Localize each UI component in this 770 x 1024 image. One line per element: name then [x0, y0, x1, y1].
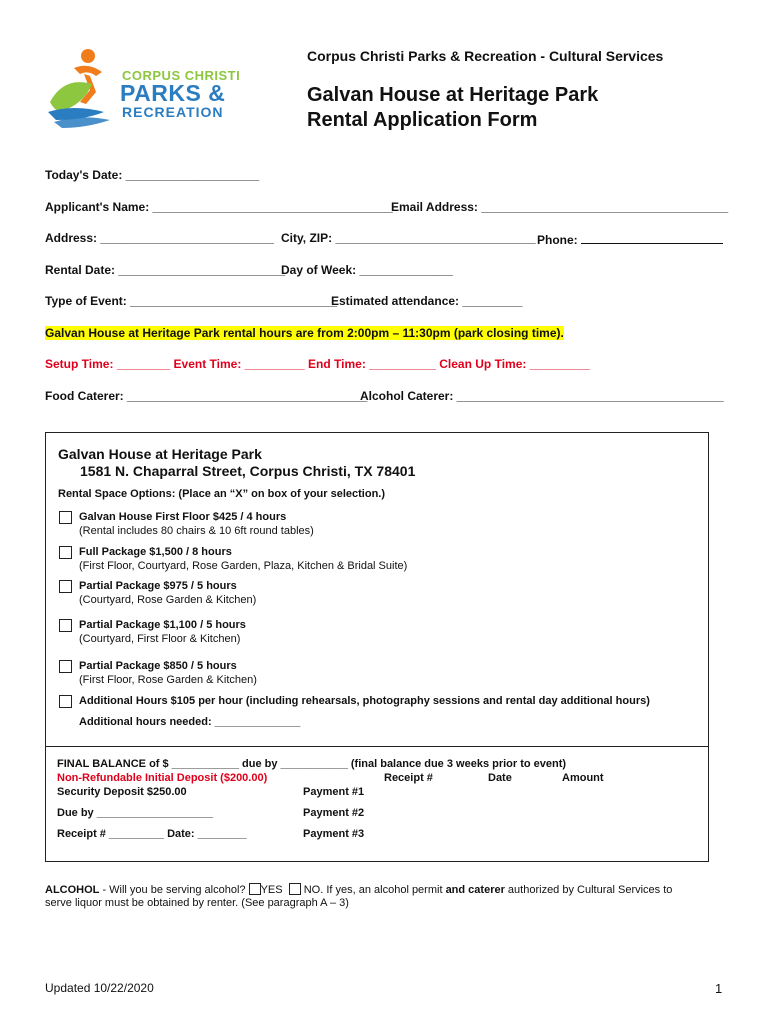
option-detail: (Courtyard, First Floor & Kitchen): [79, 633, 241, 645]
rental-date-field[interactable]: Rental Date: _________________________: [45, 263, 286, 277]
alcohol-text-bold: and caterer: [445, 884, 505, 896]
payment-divider: [45, 746, 709, 747]
option-checkbox-partial-1100[interactable]: [59, 619, 72, 632]
page-title: Galvan House at Heritage Park: [307, 84, 599, 106]
alcohol-line-2: serve liquor must be obtained by renter. (See paragraph A – 3): [45, 897, 349, 909]
alcohol-text-b: authorized by Cultural Services to: [504, 884, 673, 896]
org-line: Corpus Christi Parks & Recreation - Cultural Services: [307, 48, 664, 64]
email-field[interactable]: Email Address: _____________________________________: [391, 200, 729, 214]
option-title: Full Package $1,500 / 8 hours: [79, 546, 232, 558]
alcohol-yes-label: YES: [260, 884, 283, 896]
phone-field[interactable]: [537, 231, 723, 247]
rental-hours-notice: [45, 326, 564, 340]
option-title: Partial Package $1,100 / 5 hours: [79, 619, 246, 631]
food-caterer-field[interactable]: Food Caterer: ____________________________________: [45, 389, 368, 403]
payment-3-label: Payment #3: [303, 828, 365, 840]
option-title: Galvan House First Floor $425 / 4 hours: [79, 511, 287, 523]
venue-name: Galvan House at Heritage Park: [58, 446, 262, 462]
setup-times-field[interactable]: Setup Time: ________ Event Time: _________ End Time: __________ Clean Up Time: _________: [45, 357, 590, 371]
option-title: Partial Package $850 / 5 hours: [79, 660, 237, 672]
applicant-name-field[interactable]: Applicant's Name: ____________________________________: [45, 200, 393, 214]
rental-hours-highlight: Galvan House at Heritage Park rental hours are from 2:00pm – 11:30pm (park closing time).: [45, 326, 564, 340]
option-detail: (First Floor, Rose Garden & Kitchen): [79, 674, 257, 686]
option-detail: (Courtyard, Rose Garden & Kitchen): [79, 594, 257, 606]
alcohol-label: ALCOHOL: [45, 884, 100, 896]
option-title: Additional Hours $105 per hour (including rehearsals, photography sessions and rental day additional hours): [79, 695, 650, 707]
todays-date-field[interactable]: Today's Date: ____________________: [45, 168, 260, 182]
logo-text-corpus: CORPUS CHRISTI: [122, 68, 241, 83]
venue-address: 1581 N. Chaparral Street, Corpus Christi, TX 78401: [80, 463, 416, 479]
logo-text-recreation: RECREATION: [122, 104, 224, 120]
phone-blank[interactable]: [581, 231, 723, 244]
receipt-date-field[interactable]: Receipt # _________ Date: ________: [57, 828, 247, 840]
option-checkbox-additional-hours[interactable]: [59, 695, 72, 708]
payment-2-label: Payment #2: [303, 807, 365, 819]
additional-hours-needed-field[interactable]: Additional hours needed: ______________: [79, 716, 301, 728]
security-deposit-label: Security Deposit $250.00: [57, 786, 187, 798]
day-of-week-field[interactable]: Day of Week: ______________: [281, 263, 453, 277]
parks-logo-mark: [44, 46, 124, 128]
alcohol-text-a: If yes, an alcohol permit: [323, 884, 446, 896]
attendance-field[interactable]: Estimated attendance: _________: [331, 294, 523, 308]
initial-deposit-label: Non-Refundable Initial Deposit ($200.00): [57, 772, 268, 784]
option-checkbox-full-package[interactable]: [59, 546, 72, 559]
alcohol-caterer-field[interactable]: Alcohol Caterer: ________________________________________: [360, 389, 724, 403]
address-field[interactable]: Address: __________________________: [45, 231, 274, 245]
alcohol-question: [45, 883, 725, 896]
date-column-header: Date: [488, 772, 512, 784]
option-checkbox-partial-975[interactable]: [59, 580, 72, 593]
final-balance-field[interactable]: FINAL BALANCE of $ ___________ due by ___________ (final balance due 3 weeks prior to event): [57, 758, 567, 770]
option-checkbox-first-floor[interactable]: [59, 511, 72, 524]
option-detail: (Rental includes 80 chairs & 10 6ft round tables): [79, 525, 314, 537]
amount-column-header: Amount: [562, 772, 604, 784]
event-type-field[interactable]: Type of Event: _______________________________: [45, 294, 338, 308]
alcohol-yes-checkbox[interactable]: [249, 883, 261, 895]
updated-date: Updated 10/22/2020: [45, 981, 154, 995]
option-detail: (First Floor, Courtyard, Rose Garden, Plaza, Kitchen & Bridal Suite): [79, 560, 408, 572]
parks-logo: [44, 46, 256, 128]
phone-label: Phone:: [537, 233, 578, 247]
payment-1-label: Payment #1: [303, 786, 365, 798]
option-checkbox-partial-850[interactable]: [59, 660, 72, 673]
alcohol-no-label: NO.: [303, 884, 324, 896]
due-by-field[interactable]: Due by ___________________: [57, 807, 213, 819]
receipt-column-header: Receipt #: [384, 772, 433, 784]
city-zip-field[interactable]: City, ZIP: ______________________________: [281, 231, 536, 245]
page-subtitle: Rental Application Form: [307, 109, 538, 131]
options-heading: Rental Space Options: (Place an “X” on box of your selection.): [58, 488, 386, 500]
option-title: Partial Package $975 / 5 hours: [79, 580, 237, 592]
alcohol-no-checkbox[interactable]: [289, 883, 301, 895]
page-number: 1: [715, 981, 723, 996]
logo-text-parks: PARKS &: [120, 80, 226, 106]
alcohol-question-text: - Will you be serving alcohol?: [99, 884, 249, 896]
